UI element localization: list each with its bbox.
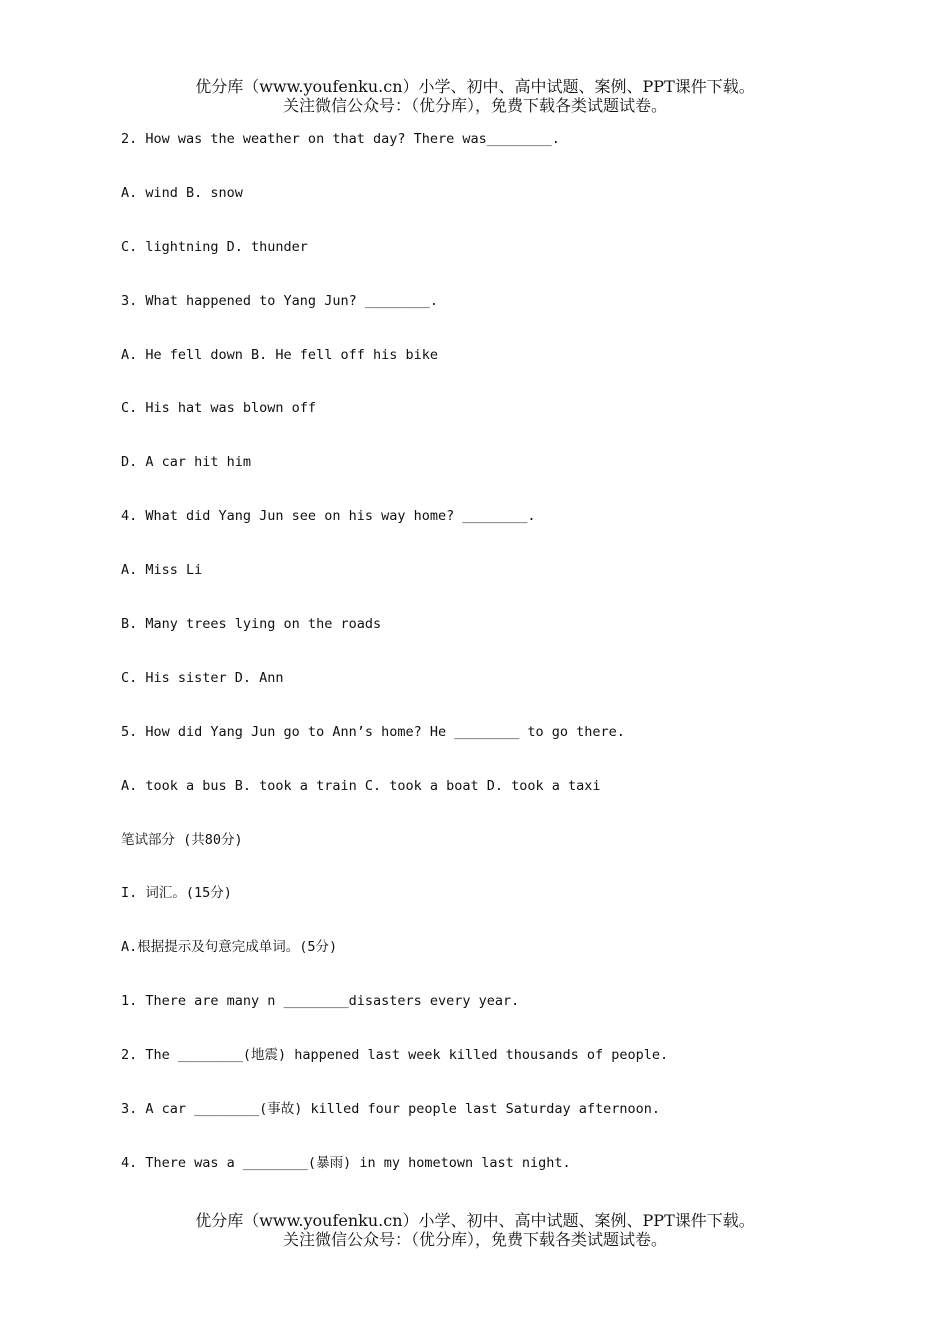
question-2-options-ab: A. wind B. snow [121,184,243,201]
page-footer [0,1211,950,1249]
question-3: 3. What happened to Yang Jun? ________. [121,292,438,309]
page-header [0,77,950,115]
question-5-options: A. took a bus B. took a train C. took a boat D. took a taxi [121,777,601,794]
section-vocabulary: I. 词汇。(15分) [121,885,232,902]
vocab-question-1: 1. There are many n ________disasters every year. [121,993,520,1010]
vocab-question-2: 2. The ________(地震) happened last week killed thousands of people. [121,1047,669,1064]
question-5: 5. How did Yang Jun go to Ann’s home? He ________ to go there. [121,723,625,740]
question-4-option-b: B. Many trees lying on the roads [121,616,382,633]
subsection-a-instructions: A.根据提示及句意完成单词。(5分) [121,939,338,956]
footer-line-1: 优分库（www.youfenku.cn）小学、初中、高中试题、案例、PPT课件下载。 [195,1211,755,1230]
question-4: 4. What did Yang Jun see on his way home? ________. [121,508,536,525]
question-4-option-a: A. Miss Li [121,562,203,579]
footer-line-2: 关注微信公众号：（优分库），免费下载各类试题试卷。 [282,1230,667,1249]
question-3-option-c: C. His hat was blown off [121,400,317,417]
document-body [121,129,881,1207]
section-title-written: 笔试部分 (共80分) [121,831,243,848]
question-4-options-cd: C. His sister D. Ann [121,669,284,686]
question-3-options-ab: A. He fell down B. He fell off his bike [121,346,438,363]
header-line-2: 关注微信公众号：（优分库），免费下载各类试题试卷。 [282,96,667,115]
header-line-1: 优分库（www.youfenku.cn）小学、初中、高中试题、案例、PPT课件下载。 [195,77,755,96]
vocab-question-3: 3. A car ________(事故) killed four people last Saturday afternoon. [121,1101,661,1118]
question-2: 2. How was the weather on that day? There was________. [121,131,560,147]
vocab-question-4: 4. There was a ________(暴雨) in my hometown last night. [121,1154,571,1171]
question-2-options-cd: C. lightning D. thunder [121,238,308,255]
question-3-option-d: D. A car hit him [121,454,252,471]
